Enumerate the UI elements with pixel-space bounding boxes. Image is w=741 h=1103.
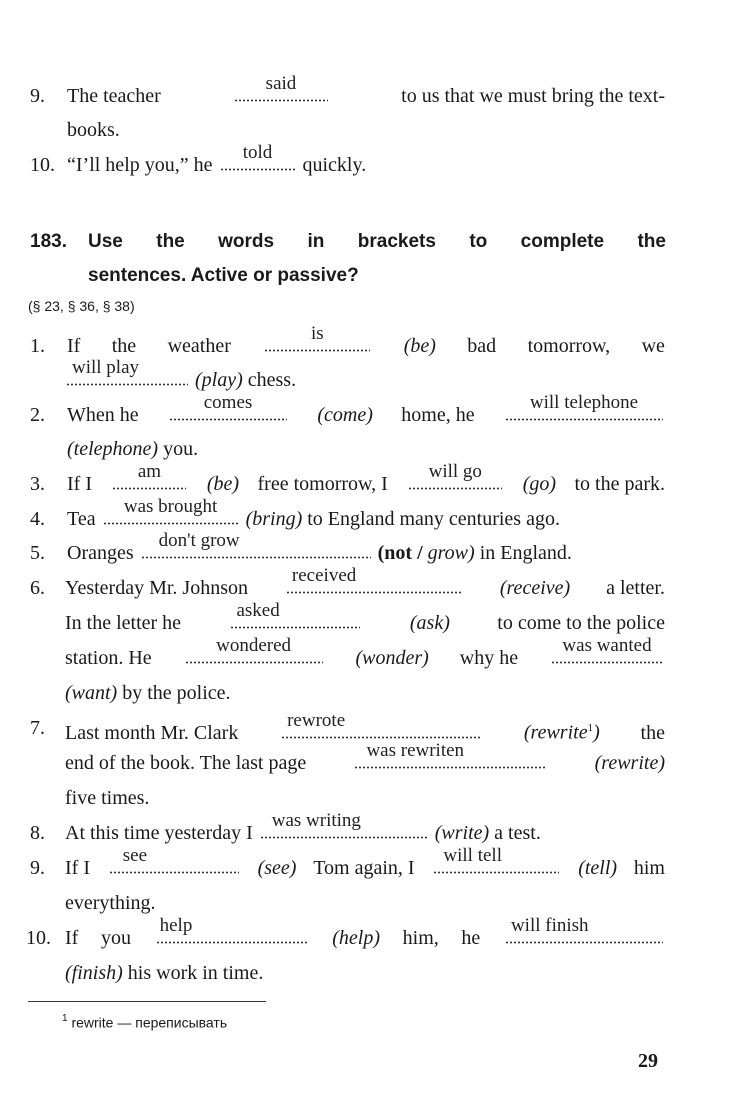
sentence-text: to England many centuries ago. <box>307 508 560 530</box>
answer-blank[interactable] <box>230 600 360 629</box>
footnote <box>62 1014 227 1031</box>
answer-blank[interactable] <box>156 915 308 944</box>
sentence-text: a letter. <box>606 577 665 599</box>
answer-blank[interactable] <box>408 461 502 490</box>
sentence-word: If <box>65 927 79 949</box>
sentence-text: Yesterday Mr. Johnson <box>65 577 248 599</box>
footnote-text: rewrite — переписывать <box>71 1014 228 1031</box>
handwritten-answer: is <box>310 323 324 344</box>
sentence-text: When he <box>67 404 139 426</box>
verb-hint: (be) <box>403 335 436 357</box>
verb-hint: (finish) <box>65 962 123 984</box>
item-1-cont <box>0 357 741 394</box>
handwritten-answer: was rewriten <box>366 740 465 761</box>
handwritten-answer: will telephone <box>529 392 639 413</box>
item-6-line-2 <box>0 600 741 637</box>
sentence-text: At this time yesterday I <box>65 822 253 844</box>
sentence-text: home, he <box>401 404 475 426</box>
sentence-text: why he <box>459 647 519 669</box>
sentence-word: he <box>461 927 481 949</box>
handwritten-answer: told <box>242 142 273 163</box>
item-3 <box>0 461 741 498</box>
sentence-text: If I <box>65 857 90 879</box>
prev-item-9 <box>0 73 741 110</box>
sentence-text: quickly. <box>302 154 367 176</box>
item-number: 6. <box>30 577 45 599</box>
answer-blank[interactable] <box>433 845 559 874</box>
task-title-line-1 <box>88 226 666 258</box>
verb-hint: (rewrite <box>523 721 588 744</box>
item-7 <box>0 709 741 744</box>
item-number: 10. <box>26 927 51 949</box>
handwritten-answer: will tell <box>443 845 502 866</box>
title-word: to <box>469 231 488 252</box>
sentence-text: by the police. <box>122 682 231 704</box>
answer-blank[interactable] <box>103 496 239 525</box>
answer-blank[interactable] <box>185 635 323 664</box>
item-number: 2. <box>30 404 45 426</box>
answer-blank[interactable] <box>66 357 188 386</box>
verb-hint: (want) <box>65 682 118 704</box>
answer-blank[interactable] <box>264 323 370 352</box>
sentence-text: free tomorrow, I <box>257 473 388 495</box>
item-number: 9. <box>30 85 45 107</box>
item-number: 1. <box>30 335 45 357</box>
sentence-text: in England. <box>479 542 572 564</box>
verb-hint-close: ) <box>593 721 600 744</box>
sentence-text: If I <box>67 473 92 495</box>
sentence-text: to us that we must bring the text- <box>401 85 665 107</box>
sentence-text: “I’ll help you,” he <box>67 154 213 176</box>
item-10-line-2 <box>0 959 741 987</box>
title-word: the <box>156 231 185 252</box>
handwritten-answer: was wanted <box>562 635 652 656</box>
answer-blank[interactable] <box>260 810 428 839</box>
sentence-text: Tom again, I <box>313 857 415 879</box>
answer-blank[interactable] <box>505 915 663 944</box>
item-7-line-3 <box>0 784 741 812</box>
sentence-text: a test. <box>494 822 541 844</box>
item-number: 3. <box>30 473 45 495</box>
verb-hint: (bring) <box>245 508 303 530</box>
item-5 <box>0 530 741 567</box>
prev-item-10 <box>0 142 741 179</box>
sentence-text: the <box>640 721 665 744</box>
item-number: 9. <box>30 857 45 879</box>
prev-item-9-cont <box>0 116 741 144</box>
item-4 <box>0 496 741 533</box>
title-word: words <box>218 231 275 252</box>
item-number: 8. <box>30 822 45 844</box>
sentence-text: five times. <box>65 787 150 809</box>
sentence-text: to come to the police <box>497 612 665 634</box>
verb-hint: (write) <box>434 822 490 844</box>
handwritten-answer: was writing <box>271 810 361 831</box>
sentence-text: station. He <box>65 647 152 669</box>
answer-blank[interactable] <box>551 635 663 664</box>
answer-blank[interactable] <box>505 392 663 421</box>
verb-hint-not: (not / <box>377 542 423 564</box>
title-word: in <box>307 231 325 252</box>
item-2 <box>0 392 741 429</box>
sentence-text: end of the book. The last page <box>65 752 307 774</box>
title-word: brackets <box>357 231 436 252</box>
sentence-text: books. <box>67 119 120 141</box>
handwritten-answer: wondered <box>216 635 292 656</box>
handwritten-answer: will go <box>428 461 482 482</box>
verb-hint: (help) <box>332 927 381 949</box>
title-word: complete <box>520 231 605 252</box>
footnote-divider <box>28 1001 266 1002</box>
sentence-text: In the letter he <box>65 612 182 634</box>
item-number: 4. <box>30 508 45 530</box>
answer-blank[interactable] <box>112 461 186 490</box>
verb-hint: (wonder) <box>355 647 429 669</box>
verb-hint: (be) <box>206 473 240 495</box>
handwritten-answer: help <box>159 915 193 936</box>
item-9 <box>0 845 741 882</box>
footnote-marker: 1 <box>587 722 594 734</box>
answer-blank[interactable] <box>109 845 239 874</box>
item-10 <box>0 915 741 952</box>
verb-hint: (go) <box>522 473 557 495</box>
verb-hint: (rewrite) <box>594 752 665 774</box>
answer-blank[interactable] <box>354 740 546 769</box>
sentence-text: Oranges <box>67 542 134 564</box>
answer-blank[interactable] <box>141 530 371 559</box>
task-number: 183. <box>30 231 67 252</box>
answer-blank[interactable] <box>169 392 287 421</box>
item-number: 7. <box>30 717 45 739</box>
handwritten-answer: don't grow <box>158 530 240 551</box>
sentence-text: him <box>633 857 665 879</box>
item-8 <box>0 810 741 847</box>
handwritten-answer: rewrote <box>287 709 346 731</box>
answer-blank[interactable] <box>234 73 328 102</box>
verb-hint-group <box>524 714 600 747</box>
handwritten-answer: asked <box>236 600 280 621</box>
verb-hint: (come) <box>317 404 373 426</box>
handwritten-answer: am <box>137 461 162 482</box>
item-6-line-4 <box>0 679 741 707</box>
handwritten-answer: was brought <box>123 496 218 517</box>
task-title-line-2: sentences. Active or passive? <box>88 265 359 286</box>
page-number: 29 <box>638 1050 658 1072</box>
sentence-text: to the park. <box>574 473 665 495</box>
item-6-line-3 <box>0 635 741 672</box>
verb-hint: grow) <box>427 542 475 564</box>
item-2-cont <box>0 435 741 463</box>
footnote-mark: 1 <box>62 1013 68 1024</box>
verb-hint: (receive) <box>499 577 571 599</box>
sentence-text: his work in time. <box>127 962 264 984</box>
verb-hint: (tell) <box>578 857 618 879</box>
verb-hint: (telephone) <box>67 438 159 460</box>
sentence-word: the <box>111 335 137 357</box>
title-word: the <box>637 231 666 252</box>
grammar-references: (§ 23, § 36, § 38) <box>28 298 135 314</box>
sentence-word: you <box>100 927 131 949</box>
answer-blank[interactable] <box>286 565 462 594</box>
verb-hint: (ask) <box>409 612 450 634</box>
sentence-text: chess. <box>247 369 297 391</box>
sentence-text: Last month Mr. Clark <box>65 721 239 744</box>
sentence-word: bad <box>467 335 497 357</box>
sentence-word: weather <box>167 335 231 357</box>
handwritten-answer: received <box>291 565 357 586</box>
handwritten-answer: will finish <box>510 915 589 936</box>
answer-blank[interactable] <box>220 142 296 171</box>
sentence-word: tomorrow, <box>527 335 611 357</box>
sentence-word: we <box>641 335 665 357</box>
answer-blank[interactable] <box>281 709 481 739</box>
handwritten-answer: comes <box>203 392 253 413</box>
verb-hint: (see) <box>257 857 297 879</box>
sentence-text: Tea <box>67 508 96 530</box>
verb-hint: (play) <box>195 369 243 391</box>
handwritten-answer: will play <box>72 357 140 378</box>
item-number: 10. <box>30 154 55 176</box>
handwritten-answer: said <box>265 73 297 94</box>
sentence-word: If <box>67 335 81 357</box>
item-7-line-2 <box>0 740 741 777</box>
title-word: Use <box>88 231 123 252</box>
handwritten-answer: see <box>122 845 148 866</box>
sentence-word: him, <box>402 927 439 949</box>
sentence-text: everything. <box>65 892 156 914</box>
item-6 <box>0 565 741 602</box>
sentence-text: The teacher <box>67 85 161 107</box>
item-9-line-2 <box>0 889 741 917</box>
sentence-text: you. <box>163 438 199 460</box>
item-number: 5. <box>30 542 45 564</box>
item-1 <box>0 323 741 360</box>
